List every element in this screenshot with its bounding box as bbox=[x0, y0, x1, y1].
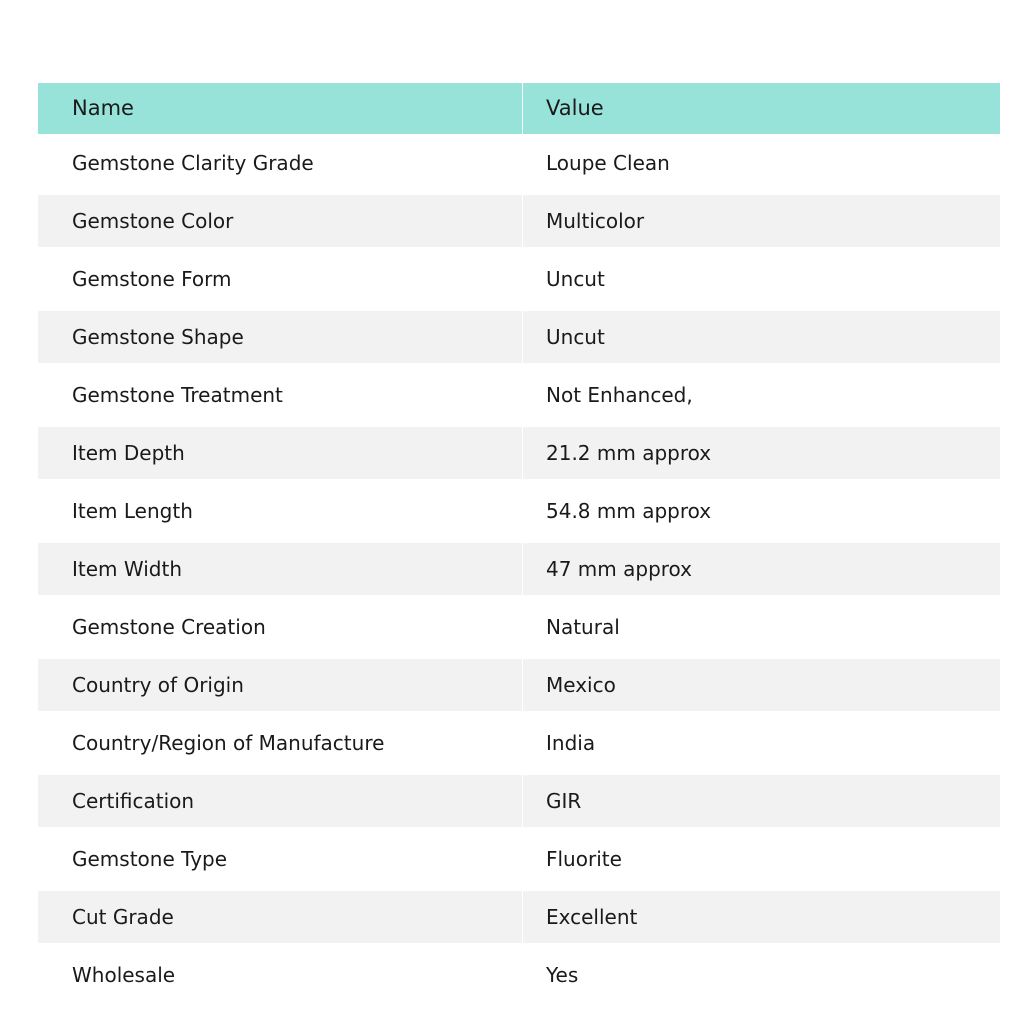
row-value: 21.2 mm approx bbox=[523, 427, 1000, 479]
table-row bbox=[38, 482, 1000, 540]
row-value: India bbox=[546, 731, 596, 755]
row-name: Gemstone Color bbox=[38, 195, 523, 247]
specifications-table bbox=[38, 83, 1000, 1004]
header-name: Name bbox=[38, 83, 523, 134]
row-name: Cut Grade bbox=[38, 891, 523, 943]
table-header-row bbox=[38, 83, 1000, 134]
table-row bbox=[38, 250, 1000, 308]
table-row bbox=[38, 714, 1000, 772]
row-name: Item Width bbox=[38, 543, 523, 595]
table-row bbox=[38, 308, 1000, 366]
row-name: Country/Region of Manufacture bbox=[72, 731, 385, 755]
row-name: Certification bbox=[38, 775, 523, 827]
row-value: Uncut bbox=[546, 267, 605, 291]
row-name: Gemstone Type bbox=[72, 847, 228, 871]
row-value: 47 mm approx bbox=[523, 543, 1000, 595]
row-name: Gemstone Clarity Grade bbox=[72, 151, 314, 175]
row-value: Excellent bbox=[523, 891, 1000, 943]
row-name: Gemstone Treatment bbox=[72, 383, 283, 407]
table-row bbox=[38, 830, 1000, 888]
row-name: Item Depth bbox=[38, 427, 523, 479]
table-row bbox=[38, 888, 1000, 946]
row-value: 54.8 mm approx bbox=[546, 499, 712, 523]
row-value: Yes bbox=[546, 963, 579, 987]
row-value: Mexico bbox=[523, 659, 1000, 711]
row-name: Gemstone Form bbox=[72, 267, 232, 291]
table-row bbox=[38, 192, 1000, 250]
row-value: Not Enhanced, bbox=[546, 383, 693, 407]
table-row bbox=[38, 540, 1000, 598]
row-name: Country of Origin bbox=[38, 659, 523, 711]
row-value: Natural bbox=[546, 615, 620, 639]
table-row bbox=[38, 424, 1000, 482]
table-row bbox=[38, 772, 1000, 830]
row-name: Gemstone Shape bbox=[38, 311, 523, 363]
row-value: Fluorite bbox=[546, 847, 622, 871]
header-value: Value bbox=[523, 83, 1000, 134]
table-row bbox=[38, 598, 1000, 656]
row-value: Multicolor bbox=[523, 195, 1000, 247]
table-row bbox=[38, 366, 1000, 424]
row-name: Wholesale bbox=[72, 963, 176, 987]
row-value: Uncut bbox=[523, 311, 1000, 363]
row-value: Loupe Clean bbox=[546, 151, 670, 175]
table-row bbox=[38, 946, 1000, 1004]
table-row bbox=[38, 134, 1000, 192]
row-name: Gemstone Creation bbox=[72, 615, 266, 639]
table-row bbox=[38, 656, 1000, 714]
row-name: Item Length bbox=[72, 499, 193, 523]
row-value: GIR bbox=[523, 775, 1000, 827]
